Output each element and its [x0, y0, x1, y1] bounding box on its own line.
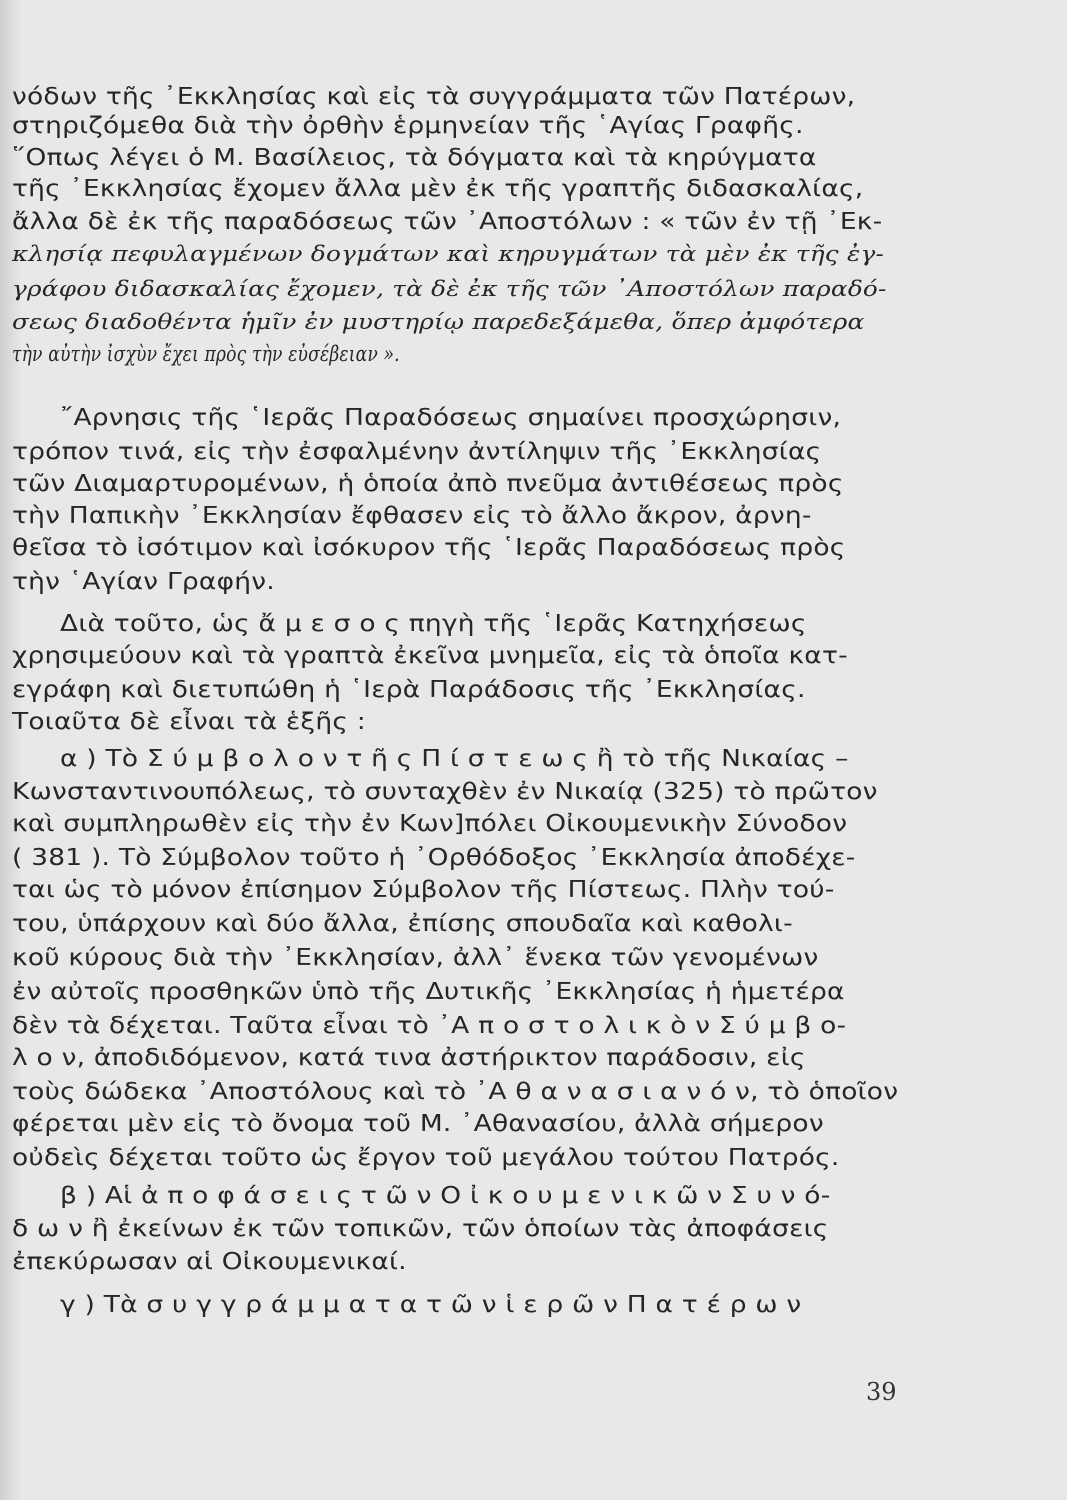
text-line: δ ω ν ἢ ἐκείνων ἐκ τῶν τοπικῶν, τῶν ὁποίων τὰς ἀποφάσεις	[12, 1216, 829, 1242]
text-line: ται ὡς τὸ μόνον ἐπίσημον Σύμβολον τῆς Πίστεως. Πλὴν τού-	[12, 877, 835, 903]
text-line: ῞Οπως λέγει ὁ Μ. Βασίλειος, τὰ δόγματα καὶ τὰ κηρύγματα	[12, 145, 817, 171]
text-line: γ ) Τὰ σ υ γ γ ρ ά μ μ α τ α τ ῶ ν ἱ ε ρ ῶ ν Π α τ έ ρ ω ν	[60, 1292, 802, 1318]
text-line: τῶν Διαμαρτυρομένων, ἡ ὁποία ἀπὸ πνεῦμα ἀντιθέσεως πρὸς	[12, 471, 844, 497]
text-line: τὴν αὐτὴν ἰσχὺν ἔχει πρὸς τὴν εὐσέβειαν ».	[12, 342, 400, 367]
text-line: τῆς ᾽Εκκλησίας ἔχομεν ἄλλα μὲν ἐκ τῆς γραπτῆς διδασκαλίας,	[12, 176, 864, 202]
text-line: φέρεται μὲν εἰς τὸ ὄνομα τοῦ Μ. ᾽Αθανασίου, ἀλλὰ σήμερον	[12, 1111, 824, 1137]
text-line: ἄλλα δὲ ἐκ τῆς παραδόσεως τῶν ᾽Αποστόλων : « τῶν ἐν τῇ ᾽Εκ-	[12, 209, 883, 235]
text-line: τὴν Παπικὴν ᾽Εκκλησίαν ἔφθασεν εἰς τὸ ἄλλο ἄκρον, ἀρνη-	[12, 503, 812, 529]
text-line: δὲν τὰ δέχεται. Ταῦτα εἶναι τὸ ᾽Α π ο σ τ ο λ ι κ ὸ ν Σ ύ μ β ο-	[12, 1013, 847, 1039]
text-line: Κωνσταντινουπόλεως, τὸ συνταχθὲν ἐν Νικαίᾳ (325) τὸ πρῶτον	[12, 779, 878, 805]
page-number: 39	[866, 1378, 897, 1406]
text-line: τὴν ῾Αγίαν Γραφήν.	[12, 569, 275, 595]
text-line: οὐδεὶς δέχεται τοῦτο ὡς ἔργον τοῦ μεγάλου τούτου Πατρός.	[12, 1145, 840, 1171]
text-line: ( 381 ). Τὸ Σύμβολον τοῦτο ἡ ᾽Ορθόδοξος ᾽Εκκλησία ἀποδέχε-	[12, 845, 856, 871]
text-line: γράφου διδασκαλίας ἔχομεν, τὰ δὲ ἐκ τῆς τῶν ᾽Αποστόλων παραδό-	[12, 277, 887, 302]
text-line: τοὺς δώδεκα ᾽Αποστόλους καὶ τὸ ᾽Α θ α ν α σ ι α ν ό ν, τὸ ὁποῖον	[12, 1079, 899, 1105]
text-line: ῎Αρνησις τῆς ῾Ιερᾶς Παραδόσεως σημαίνει προσχώρησιν,	[60, 405, 842, 431]
text-line: Τοιαῦτα δὲ εἶναι τὰ ἑξῆς :	[12, 709, 366, 735]
text-line: ἐν αὐτοῖς προσθηκῶν ὑπὸ τῆς Δυτικῆς ᾽Εκκλησίας ἡ ἡμετέρα	[12, 979, 845, 1005]
text-line: νόδων τῆς ᾽Εκκλησίας καὶ εἰς τὰ συγγράμματα τῶν Πατέρων,	[12, 84, 856, 110]
text-line: του, ὑπάρχουν καὶ δύο ἄλλα, ἐπίσης σπουδαῖα καὶ καθολι-	[12, 911, 793, 937]
text-line: εγράφη καὶ διετυπώθη ἡ ῾Ιερὰ Παράδοσις τῆς ᾽Εκκλησίας.	[12, 677, 806, 703]
text-line: α ) Τὸ Σ ύ μ β ο λ ο ν τ ῆ ς Π ί σ τ ε ω ς ἢ τὸ τῆς Νικαίας –	[60, 746, 849, 772]
text-line: κλησίᾳ πεφυλαγμένων δογμάτων καὶ κηρυγμάτων τὰ μὲν ἐκ τῆς ἐγ-	[12, 242, 885, 267]
text-line: λ ο ν, ἀποδιδόμενον, κατά τινα ἀστήρικτον παράδοσιν, εἰς	[12, 1045, 806, 1071]
text-line: σεως διαδοθέντα ἡμῖν ἐν μυστηρίῳ παρεδεξάμεθα, ὅπερ ἀμφότερα	[12, 310, 865, 335]
text-line: β ) Αἱ ἀ π ο φ ά σ ε ι ς τ ῶ ν Ο ἰ κ ο υ μ ε ν ι κ ῶ ν Σ υ ν ό-	[60, 1183, 831, 1209]
text-line: Διὰ τοῦτο, ὡς ἄ μ ε σ ο ς πηγὴ τῆς ῾Ιερᾶς Κατηχήσεως	[60, 611, 807, 637]
text-line: στηριζόμεθα διὰ τὴν ὀρθὴν ἑρμηνείαν τῆς ῾Αγίας Γραφῆς.	[12, 113, 804, 139]
text-line: κοῦ κύρους διὰ τὴν ᾽Εκκλησίαν, ἀλλ᾽ ἕνεκα τῶν γενομένων	[12, 945, 819, 971]
text-line: καὶ συμπληρωθὲν εἰς τὴν ἐν Κων]πόλει Οἰκουμενικὴν Σύνοδον	[12, 811, 848, 837]
text-line: ἐπεκύρωσαν αἱ Οἰκουμενικαί.	[12, 1249, 407, 1275]
text-line: τρόπον τινά, εἰς τὴν ἐσφαλμένην ἀντίληψιν τῆς ᾽Εκκλησίας	[12, 439, 822, 465]
text-line: θεῖσα τὸ ἰσότιμον καὶ ἰσόκυρον τῆς ῾Ιερᾶς Παραδόσεως πρὸς	[12, 535, 846, 561]
text-line: χρησιμεύουν καὶ τὰ γραπτὰ ἐκεῖνα μνημεῖα, εἰς τὰ ὁποῖα κατ-	[12, 643, 848, 669]
